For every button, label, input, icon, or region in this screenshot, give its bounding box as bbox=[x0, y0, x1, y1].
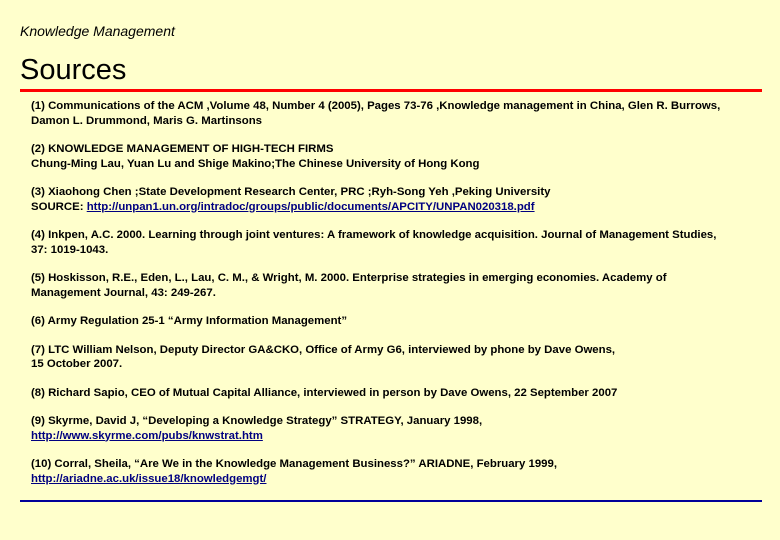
source-entry-6 bbox=[31, 314, 736, 329]
bottom-divider bbox=[20, 500, 762, 502]
source-entry-1 bbox=[31, 99, 736, 128]
source-entry-7 bbox=[31, 343, 736, 372]
source-prefix: SOURCE: bbox=[31, 200, 87, 213]
top-divider bbox=[20, 89, 762, 92]
source-link[interactable]: http://unpan1.un.org/intradoc/groups/public/documents/APCITY/UNPAN020318.pdf bbox=[86, 200, 535, 213]
source-entry-8 bbox=[31, 386, 736, 401]
page-title: Sources bbox=[20, 54, 127, 86]
source-line: (8) Richard Sapio, CEO of Mutual Capital Alliance, interviewed in person by Dave Owens, 22 September 2007 bbox=[31, 386, 618, 399]
source-entry-3 bbox=[31, 185, 736, 214]
source-entry-5 bbox=[31, 271, 736, 300]
source-line-with-link bbox=[31, 472, 736, 487]
source-entry-4 bbox=[31, 228, 736, 257]
source-line: (10) Corral, Sheila, “Are We in the Knowledge Management Business?” ARIADNE, February 1999, bbox=[31, 458, 557, 470]
source-line-with-link bbox=[31, 200, 736, 215]
source-entry-10 bbox=[31, 457, 736, 486]
source-line: (1) Communications of the ACM ,Volume 48, Number 4 (2005), Pages 73-76 ,Knowledge management in China, Glen R. Burrows, Damon L. Drummond, Maris G. Martinsons bbox=[31, 100, 721, 127]
source-line: (9) Skyrme, David J, “Developing a Knowledge Strategy” STRATEGY, January 1998, bbox=[31, 415, 483, 427]
source-line: (4) Inkpen, A.C. 2000. Learning through joint ventures: A framework of knowledge acquisition. Journal of Management Studies, 37: 1019-1043. bbox=[31, 229, 717, 256]
sources-list bbox=[31, 99, 736, 500]
source-link[interactable]: http://ariadne.ac.uk/issue18/knowledgemgt/ bbox=[31, 472, 267, 485]
source-line: (5) Hoskisson, R.E., Eden, L., Lau, C. M., & Wright, M. 2000. Enterprise strategies in emerging economies. Academy of Management Journal, 43: 249-267. bbox=[31, 272, 667, 299]
source-line: Chung-Ming Lau, Yuan Lu and Shige Makino;The Chinese University of Hong Kong bbox=[31, 157, 480, 170]
header-label: Knowledge Management bbox=[20, 23, 175, 39]
source-entry-2 bbox=[31, 142, 736, 171]
source-entry-9 bbox=[31, 414, 736, 443]
source-line: (3) Xiaohong Chen ;State Development Research Center, PRC ;Ryh-Song Yeh ,Peking University bbox=[31, 186, 551, 198]
source-line: (2) KNOWLEDGE MANAGEMENT OF HIGH-TECH FIRMS bbox=[31, 143, 334, 155]
source-line-with-link bbox=[31, 429, 736, 444]
source-line: 15 October 2007. bbox=[31, 358, 123, 370]
source-link[interactable]: http://www.skyrme.com/pubs/knwstrat.htm bbox=[31, 429, 263, 442]
source-line: (6) Army Regulation 25-1 “Army Information Management” bbox=[31, 315, 348, 327]
source-line: (7) LTC William Nelson, Deputy Director GA&CKO, Office of Army G6, interviewed by phone by Dave Owens, bbox=[31, 343, 616, 356]
